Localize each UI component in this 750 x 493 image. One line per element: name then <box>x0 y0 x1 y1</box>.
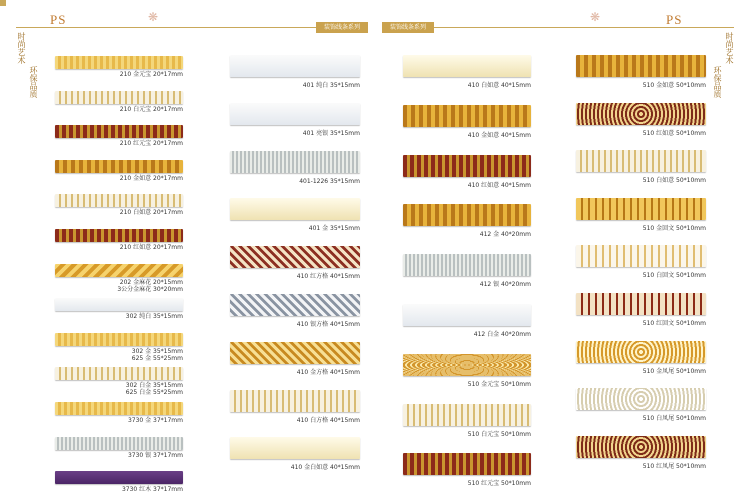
logo-left: PS <box>50 12 67 27</box>
product-label: 412 白金 40*20mm <box>473 331 531 338</box>
product-label: 210 红如意 20*17mm <box>119 244 183 251</box>
product-caption <box>643 177 706 184</box>
product-label: 3730 金 37*17mm <box>127 417 183 424</box>
product-caption <box>468 381 531 388</box>
product-caption <box>480 281 531 288</box>
product-caption <box>120 140 183 147</box>
molding-swatch <box>230 198 360 220</box>
molding-swatch <box>576 150 706 172</box>
side-text-left: 时尚艺术 <box>17 32 26 64</box>
product-caption <box>468 82 531 89</box>
molding-swatch <box>230 151 360 173</box>
molding-swatch <box>230 294 360 316</box>
product-caption <box>120 106 183 113</box>
product-caption <box>643 463 706 470</box>
product-caption <box>468 431 531 438</box>
molding-swatch <box>230 390 360 412</box>
product-caption <box>126 382 183 396</box>
product-caption <box>303 130 360 137</box>
product-caption <box>297 273 360 280</box>
product-label: 210 金元宝 20*17mm <box>119 71 183 78</box>
molding-swatch <box>55 91 183 104</box>
product-label: 3公分金麻花 30*20mm <box>117 286 183 293</box>
product-label: 510 红元宝 50*10mm <box>467 480 531 487</box>
product-caption <box>303 82 360 89</box>
molding-swatch <box>576 103 706 125</box>
product-label: 625 金 55*25mm <box>131 355 183 362</box>
product-label: 410 红方格 40*15mm <box>296 273 360 280</box>
product-label: 412 银 40*20mm <box>479 281 531 288</box>
corner-mark <box>0 0 6 6</box>
molding-swatch <box>403 55 531 77</box>
product-caption <box>643 415 706 422</box>
product-label: 401-1226 35*15mm <box>299 178 360 185</box>
product-caption <box>643 320 706 327</box>
product-label: 510 金凤尾 50*10mm <box>642 368 706 375</box>
molding-swatch <box>55 333 183 346</box>
product-label: 210 金如意 20*17mm <box>119 175 183 182</box>
product-label: 210 白元宝 20*17mm <box>119 106 183 113</box>
product-label: 510 白元宝 50*10mm <box>467 431 531 438</box>
product-label: 410 红如意 40*15mm <box>467 182 531 189</box>
product-caption <box>297 417 360 424</box>
molding-swatch <box>403 254 531 276</box>
molding-swatch <box>55 56 183 69</box>
product-label: 510 金回文 50*10mm <box>642 225 706 232</box>
header-rule-right <box>398 27 734 28</box>
product-caption <box>468 480 531 487</box>
product-caption <box>120 175 183 182</box>
product-caption <box>120 244 183 251</box>
product-label: 210 白如意 20*17mm <box>119 209 183 216</box>
product-caption <box>120 209 183 216</box>
molding-swatch <box>55 402 183 415</box>
product-label: 510 红凤尾 50*10mm <box>642 463 706 470</box>
molding-swatch <box>403 354 531 376</box>
product-label: 510 白回文 50*10mm <box>642 272 706 279</box>
molding-swatch <box>55 160 183 173</box>
product-label: 410 金如意 40*15mm <box>467 132 531 139</box>
side-text-right: 时尚艺术 <box>725 32 734 64</box>
product-label: 410 白如意 40*15mm <box>467 82 531 89</box>
product-caption <box>297 321 360 328</box>
molding-swatch <box>576 293 706 315</box>
product-caption <box>643 225 706 232</box>
series-tag-left: 装饰线条系列 <box>316 22 368 33</box>
product-caption <box>480 231 531 238</box>
product-label: 510 红回文 50*10mm <box>642 320 706 327</box>
product-caption <box>128 452 183 459</box>
molding-swatch <box>55 264 183 277</box>
molding-swatch <box>55 367 183 380</box>
side-text-right-2: 环保品质 <box>713 66 722 98</box>
product-label: 510 金如意 50*10mm <box>642 82 706 89</box>
molding-swatch <box>403 453 531 475</box>
product-label: 412 金 40*20mm <box>479 231 531 238</box>
cloud-ornament-icon: ❋ <box>590 10 601 24</box>
product-label: 510 白凤尾 50*10mm <box>642 415 706 422</box>
product-label: 510 红如意 50*10mm <box>642 130 706 137</box>
molding-swatch <box>230 103 360 125</box>
product-caption <box>643 368 706 375</box>
molding-swatch <box>576 436 706 458</box>
product-label: 410 白方格 40*15mm <box>296 417 360 424</box>
molding-swatch <box>576 55 706 77</box>
product-label: 510 白如意 50*10mm <box>642 177 706 184</box>
side-text-left-2: 环保品质 <box>29 66 38 98</box>
product-caption <box>126 313 183 320</box>
product-label: 302 纯白 35*15mm <box>125 313 183 320</box>
product-caption <box>468 182 531 189</box>
molding-swatch <box>230 342 360 364</box>
product-label: 410 银方格 40*15mm <box>296 321 360 328</box>
product-caption <box>132 348 183 362</box>
molding-swatch <box>55 298 183 311</box>
molding-swatch <box>576 198 706 220</box>
molding-swatch <box>55 437 183 450</box>
product-caption <box>117 279 183 293</box>
molding-swatch <box>403 204 531 226</box>
product-label: 202 金麻花 20*15mm <box>119 279 183 286</box>
product-caption <box>297 369 360 376</box>
product-label: 401 金 35*15mm <box>308 225 360 232</box>
product-caption <box>474 331 531 338</box>
product-label: 3730 红木 37*17mm <box>121 486 183 493</box>
product-caption <box>128 417 183 424</box>
series-tag-right: 装饰线条系列 <box>382 22 434 33</box>
product-label: 401 亮银 35*15mm <box>302 130 360 137</box>
molding-swatch <box>576 341 706 363</box>
product-label: 210 红元宝 20*17mm <box>119 140 183 147</box>
product-caption <box>643 130 706 137</box>
cloud-ornament-icon: ❋ <box>148 10 159 24</box>
molding-swatch <box>230 437 360 459</box>
product-caption <box>468 132 531 139</box>
product-caption <box>643 82 706 89</box>
molding-swatch <box>55 471 183 484</box>
product-caption <box>291 464 360 471</box>
molding-swatch <box>403 105 531 127</box>
molding-swatch <box>55 229 183 242</box>
product-caption <box>120 71 183 78</box>
product-caption <box>299 178 360 185</box>
product-caption <box>309 225 360 232</box>
product-label: 410 金方格 40*15mm <box>296 369 360 376</box>
molding-swatch <box>230 55 360 77</box>
molding-swatch <box>230 246 360 268</box>
molding-swatch <box>55 194 183 207</box>
product-label: 302 金 35*15mm <box>131 348 183 355</box>
molding-swatch <box>576 388 706 410</box>
molding-swatch <box>55 125 183 138</box>
molding-swatch <box>403 304 531 326</box>
product-label: 401 纯白 35*15mm <box>302 82 360 89</box>
product-label: 3730 银 37*17mm <box>127 452 183 459</box>
logo-right: PS <box>666 12 683 27</box>
product-label: 510 金元宝 50*10mm <box>467 381 531 388</box>
product-label: 625 白金 55*25mm <box>125 389 183 396</box>
molding-swatch <box>403 155 531 177</box>
product-label: 410 金白如意 40*15mm <box>290 464 360 471</box>
molding-swatch <box>576 245 706 267</box>
product-label: 302 白金 35*15mm <box>125 382 183 389</box>
product-caption <box>122 486 183 493</box>
molding-swatch <box>403 404 531 426</box>
product-caption <box>643 272 706 279</box>
